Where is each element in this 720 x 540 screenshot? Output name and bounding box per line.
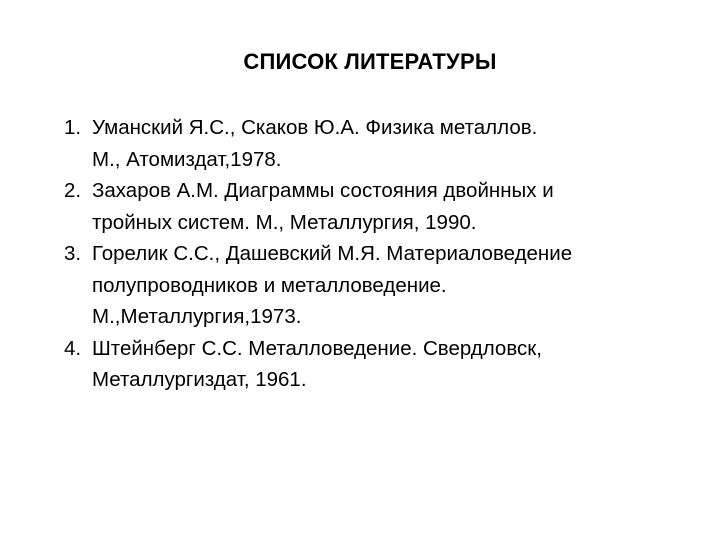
reference-item: [64, 112, 704, 175]
reference-item: [64, 238, 704, 333]
reference-number: 2.: [64, 179, 82, 202]
reference-line: Штейнберг С.С. Металловедение. Свердловск,: [92, 336, 542, 360]
reference-text: [92, 175, 704, 238]
reference-number: 1.: [64, 116, 82, 139]
reference-number: 3.: [64, 242, 82, 265]
reference-number: 4.: [64, 336, 82, 360]
reference-line: Уманский Я.С., Скаков Ю.А. Физика металлов.: [92, 116, 538, 139]
reference-list: [64, 112, 704, 396]
reference-line: Захаров А.М. Диаграммы состояния двойнных и: [92, 179, 554, 202]
reference-text: [92, 238, 704, 333]
reference-line: полупроводников и металловедение.: [92, 273, 447, 297]
reference-line: Металлургиздат, 1961.: [92, 368, 307, 391]
reference-text: [92, 112, 704, 175]
reference-text: [92, 333, 704, 396]
reference-item: [64, 175, 704, 238]
page-title: СПИСОК ЛИТЕРАТУРЫ: [243, 49, 497, 74]
reference-line: М., Атомиздат,1978.: [92, 147, 282, 171]
reference-line: М.,Металлургия,1973.: [92, 305, 302, 328]
reference-item: [64, 333, 704, 396]
reference-line: Горелик С.С., Дашевский М.Я. Материаловедение: [92, 242, 573, 265]
reference-line: тройных систем. М., Металлургия, 1990.: [92, 210, 477, 234]
